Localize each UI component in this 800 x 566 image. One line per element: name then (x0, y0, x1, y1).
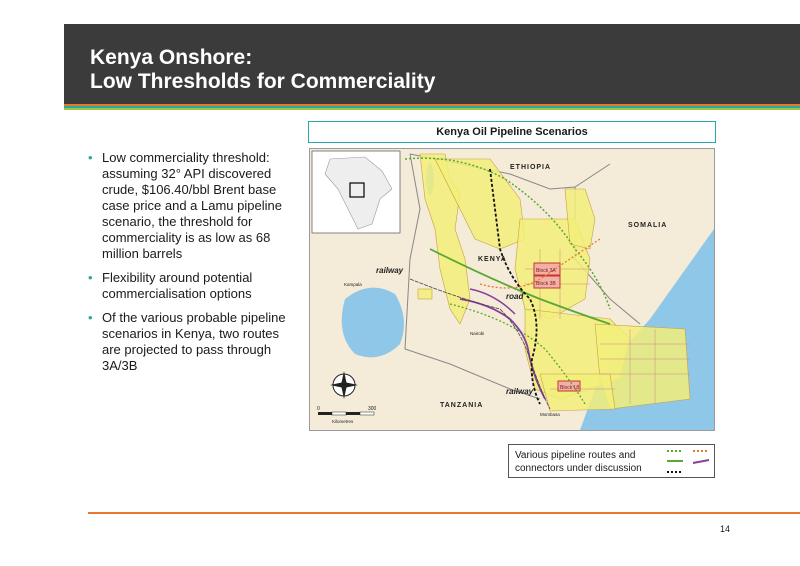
label-railway-south: railway (506, 387, 534, 396)
block-small-west (418, 289, 432, 299)
label-block-3b: Block 3B (536, 281, 556, 287)
label-nairobi: Nairobi (470, 331, 485, 336)
map-svg (310, 149, 714, 430)
title-line-2: Low Thresholds for Commerciality (90, 70, 436, 93)
page-number: 14 (720, 524, 731, 534)
label-somalia: SOMALIA (628, 222, 668, 229)
compass-icon (330, 371, 358, 399)
footer-rule (88, 512, 800, 514)
scale-unit-label: Kilometres (332, 419, 354, 424)
bullet-dot-icon: • (88, 270, 93, 285)
label-tanzania: TANZANIA (440, 402, 484, 409)
label-mombasa: Mombasa (540, 412, 560, 417)
scale-start-label: 0 (317, 406, 320, 412)
bullet-dot-icon: • (88, 150, 93, 165)
label-block-l8: Block L8 (560, 385, 580, 391)
bullet-list (88, 150, 298, 382)
label-railway-north: railway (376, 266, 404, 275)
accent-stripe-green (64, 108, 800, 110)
label-kenya: KENYA (478, 256, 507, 263)
label-kampala: Kampala (344, 282, 362, 287)
page-title (90, 46, 435, 94)
legend-purple-swatch (693, 460, 709, 463)
bullet-dot-icon: • (88, 310, 93, 325)
border-uganda (405, 154, 420, 349)
title-line-1: Kenya Onshore: (90, 46, 253, 69)
bullet-item: • Of the various probable pipeline scenarios in Kenya, two routes are projected to pass through 3A/3B (88, 310, 286, 373)
label-road: road (506, 292, 524, 301)
legend-text: Various pipeline routes and connectors under discussion (515, 450, 642, 474)
route-legend (508, 444, 715, 478)
lake-victoria (342, 288, 404, 358)
pipeline-map (309, 148, 715, 431)
legend-swatches (655, 445, 715, 479)
label-ethiopia: ETHIOPIA (510, 164, 552, 171)
bullet-item: • Low commerciality threshold: assuming 32° API discovered crude, $106.40/bbl Brent base case price and a Lamu pipeline scenario, the threshold for commerciality is as low as 68 million barrels (88, 150, 282, 261)
map-caption: Kenya Oil Pipeline Scenarios (308, 121, 716, 143)
scale-end-label: 300 (368, 406, 377, 412)
label-block-3a: Block 3A (536, 268, 556, 274)
scale-bar-segment (332, 412, 346, 415)
bullet-item: • Flexibility around potential commercialisation options (88, 270, 253, 301)
scale-bar-segment (360, 412, 374, 415)
